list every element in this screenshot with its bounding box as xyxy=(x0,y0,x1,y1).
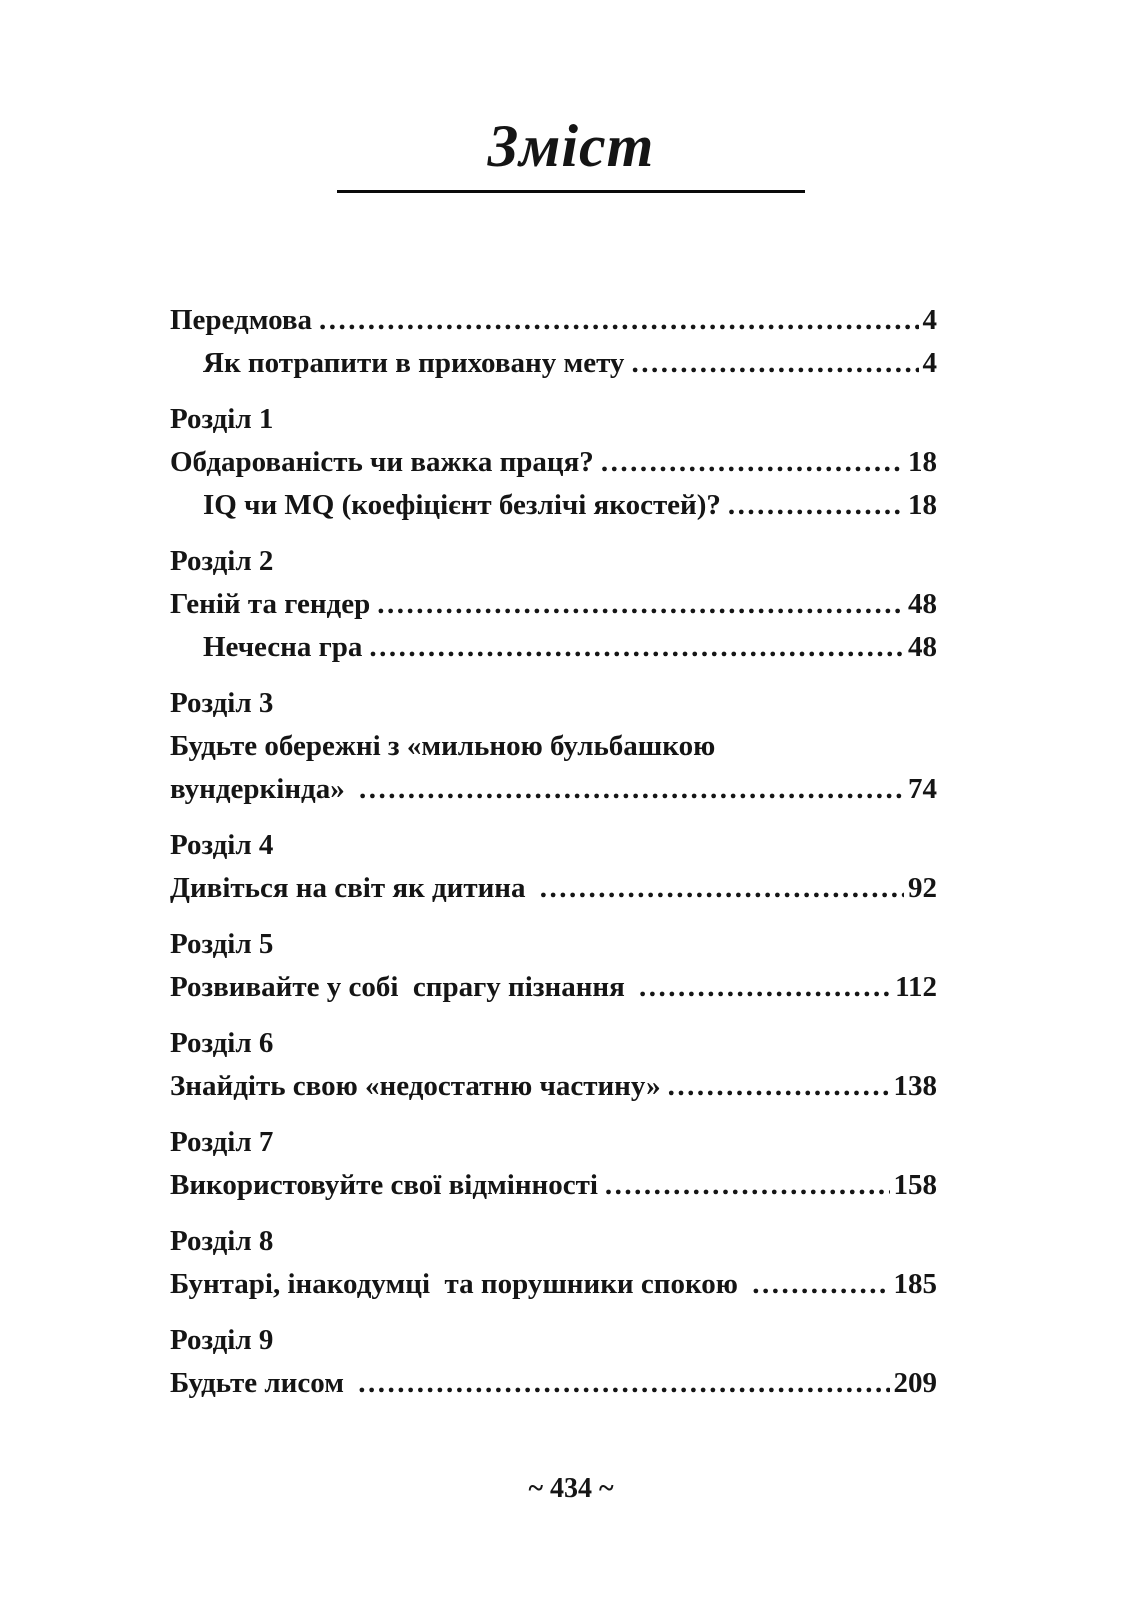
toc-section-heading-label: Розділ 5 xyxy=(170,928,274,960)
toc-entry xyxy=(170,1263,937,1306)
toc-entry xyxy=(170,626,937,669)
dot-leader xyxy=(359,768,904,811)
toc-entry-label: Знайдіть свою «недостатню частину» xyxy=(170,1070,661,1102)
toc-entry xyxy=(170,441,937,484)
dot-leader xyxy=(319,299,918,342)
toc-section-heading-label: Розділ 1 xyxy=(170,403,274,435)
toc-section-heading-label: Розділ 2 xyxy=(170,545,274,577)
toc-section-heading xyxy=(170,540,937,583)
toc-entry-page: 138 xyxy=(893,1070,937,1102)
toc-entry-page: 209 xyxy=(893,1367,937,1399)
toc-entry-label: Будьте лисом xyxy=(170,1367,352,1399)
toc-entry-label: Як потрапити в приховану мету xyxy=(203,347,625,379)
dot-leader xyxy=(540,867,904,910)
toc-entry-label: Обдарованість чи важка праця? xyxy=(170,446,594,478)
toc-section-heading xyxy=(170,1121,937,1164)
toc-entry-page: 48 xyxy=(908,631,937,663)
toc-entry-page: 18 xyxy=(908,489,937,521)
toc-section-heading xyxy=(170,824,937,867)
toc-entry xyxy=(170,867,937,910)
dot-leader xyxy=(369,626,904,669)
toc-entry xyxy=(170,484,937,527)
toc-entry-page: 4 xyxy=(922,347,937,379)
toc-section-heading xyxy=(170,682,937,725)
toc-entry xyxy=(170,1362,937,1405)
toc-list xyxy=(170,299,937,1405)
toc-entry xyxy=(170,1164,937,1207)
toc-entry xyxy=(170,583,937,626)
dot-leader xyxy=(752,1263,889,1306)
dot-leader xyxy=(639,966,891,1009)
toc-entry xyxy=(170,1065,937,1108)
toc-entry-label: Розвивайте у собі спрагу пізнання xyxy=(170,971,633,1003)
toc-entry-label: Будьте обережні з «мильною бульбашкою xyxy=(170,730,716,762)
toc-entry-page: 158 xyxy=(893,1169,937,1201)
toc-section-heading-label: Розділ 6 xyxy=(170,1027,274,1059)
toc-entry-label: Передмова xyxy=(170,304,313,336)
toc-section-heading xyxy=(170,1319,937,1362)
dot-leader xyxy=(601,441,904,484)
toc-section-heading-label: Розділ 3 xyxy=(170,687,274,719)
toc-section-heading-label: Розділ 4 xyxy=(170,829,274,861)
toc-entry-label: Геній та гендер xyxy=(170,588,371,620)
toc-section-heading xyxy=(170,1220,937,1263)
dot-leader xyxy=(728,484,904,527)
toc-section-heading-label: Розділ 7 xyxy=(170,1126,274,1158)
dot-leader xyxy=(605,1164,890,1207)
toc-section-heading-label: Розділ 8 xyxy=(170,1225,274,1257)
toc-entry-page: 185 xyxy=(893,1268,937,1300)
toc-entry-page: 48 xyxy=(908,588,937,620)
toc-entry-label: Дивіться на світ як дитина xyxy=(170,872,533,904)
toc-entry xyxy=(170,725,937,768)
toc-entry xyxy=(170,342,937,385)
page-number-footer: ~ 434 ~ xyxy=(528,1473,614,1504)
toc-entry-label: Використовуйте свої відмінності xyxy=(170,1169,598,1201)
toc-section-heading xyxy=(170,923,937,966)
toc-section-heading xyxy=(170,1022,937,1065)
dot-leader xyxy=(631,342,918,385)
toc-entry-label: вундеркінда» xyxy=(170,773,352,805)
toc-entry-page: 18 xyxy=(908,446,937,478)
toc-entry-label: IQ чи MQ (коефіцієнт безлічі якостей)? xyxy=(203,489,721,521)
toc-section-heading xyxy=(170,398,937,441)
toc-entry xyxy=(170,299,937,342)
toc-entry-label: Нечесна гра xyxy=(203,631,363,663)
toc-entry xyxy=(170,966,937,1009)
toc-entry-page: 92 xyxy=(908,872,937,904)
dot-leader xyxy=(377,583,904,626)
toc-section-heading-label: Розділ 9 xyxy=(170,1324,274,1356)
dot-leader xyxy=(358,1362,889,1405)
toc-entry-page: 4 xyxy=(922,304,937,336)
toc-entry-label: Бунтарі, інакодумці та порушники спокою xyxy=(170,1268,746,1300)
title-underline xyxy=(337,190,805,193)
page-header xyxy=(0,0,1142,193)
toc-entry xyxy=(170,768,937,811)
toc-entry-page: 74 xyxy=(908,773,937,805)
page-title: Зміст xyxy=(487,113,655,179)
dot-leader xyxy=(668,1065,890,1108)
toc-entry-page: 112 xyxy=(895,971,937,1003)
